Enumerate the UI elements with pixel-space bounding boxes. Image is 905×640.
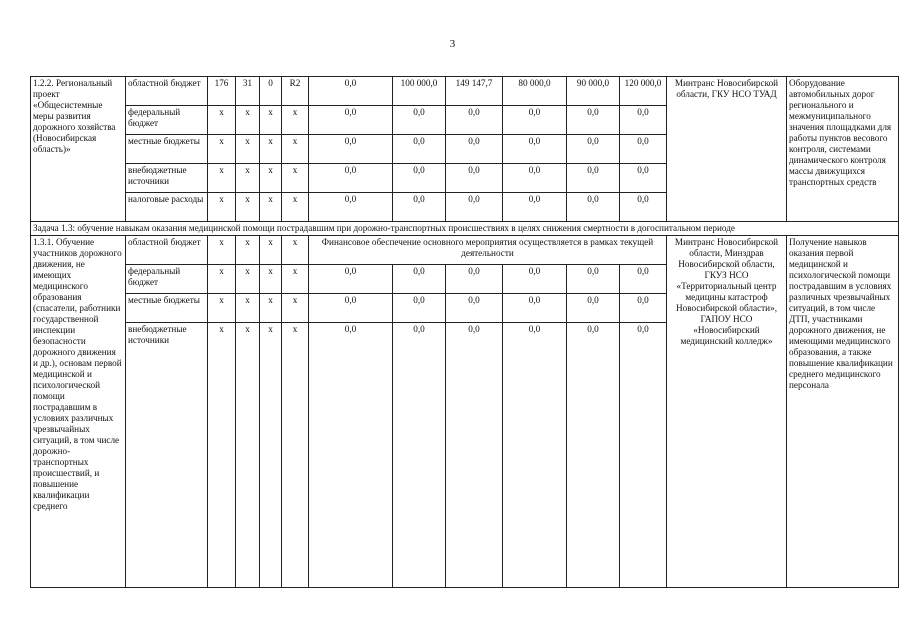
code-cell: x	[282, 294, 309, 323]
value-cell: 0,0	[393, 106, 446, 135]
table-row	[31, 77, 899, 106]
code-cell: x	[236, 323, 260, 588]
value-cell: 0,0	[620, 106, 667, 135]
funding-source: областной бюджет	[126, 77, 208, 106]
code-cell: R2	[282, 77, 309, 106]
code-cell: x	[260, 164, 282, 193]
value-cell: 0,0	[503, 164, 567, 193]
value-cell: 0,0	[446, 323, 503, 588]
code-cell: x	[236, 294, 260, 323]
code-cell: x	[208, 236, 236, 265]
code-cell: x	[260, 265, 282, 294]
funding-source: местные бюджеты	[126, 135, 208, 164]
value-cell: 0,0	[446, 135, 503, 164]
code-cell: x	[208, 265, 236, 294]
code-cell: x	[208, 294, 236, 323]
code-cell: x	[282, 106, 309, 135]
code-cell: 31	[236, 77, 260, 106]
value-cell: 100 000,0	[393, 77, 446, 106]
expected-result: Оборудование автомобильных дорог регионального и межмуниципального значения площадками для работы пунктов весового контроля, системами динамического контроля массы движущихся транспортных средств	[787, 77, 899, 222]
value-cell: 0,0	[503, 106, 567, 135]
value-cell: 0,0	[309, 193, 393, 222]
value-cell: 0,0	[620, 265, 667, 294]
value-cell: 0,0	[393, 265, 446, 294]
value-cell: 0,0	[393, 135, 446, 164]
code-cell: x	[208, 135, 236, 164]
code-cell: x	[282, 265, 309, 294]
executor-cell: Минтранс Новосибирской области, ГКУ НСО ТУАД	[667, 77, 787, 222]
value-cell: 0,0	[567, 164, 620, 193]
code-cell: x	[236, 265, 260, 294]
value-cell: 80 000,0	[503, 77, 567, 106]
task-heading: Задача 1.3: обучение навыкам оказания медицинской помощи пострадавшим при дорожно-транспортных происшествиях в целях снижения смертности в догоспитальном периоде	[31, 222, 899, 236]
value-cell: 0,0	[620, 164, 667, 193]
value-cell: 0,0	[446, 193, 503, 222]
value-cell: 0,0	[503, 323, 567, 588]
page-number: 3	[449, 38, 456, 50]
program-measures-table	[30, 76, 899, 588]
value-cell: 0,0	[567, 323, 620, 588]
value-cell: 0,0	[567, 294, 620, 323]
code-cell: x	[208, 106, 236, 135]
funding-source: налоговые расходы	[126, 193, 208, 222]
funding-source: местные бюджеты	[126, 294, 208, 323]
code-cell: x	[260, 193, 282, 222]
value-cell: 0,0	[567, 193, 620, 222]
value-cell: 149 147,7	[446, 77, 503, 106]
code-cell: x	[208, 323, 236, 588]
value-cell: 0,0	[620, 193, 667, 222]
value-cell: 0,0	[309, 135, 393, 164]
code-cell: x	[236, 164, 260, 193]
measure-name: 1.3.1. Обучение участников дорожного движения, не имеющих медицинского образования (спасатели, работники государственной инспекции безопасности дорожного движения и др.), основам первой медицинской и психологической помощи пострадавшим в условиях различных чрезвычайных ситуаций, в том числе дорожно-транспортных происшествий, и повышение квалификации среднего	[31, 236, 126, 265]
code-cell: x	[236, 106, 260, 135]
code-cell: x	[260, 323, 282, 588]
code-cell: x	[282, 236, 309, 265]
code-cell: x	[236, 236, 260, 265]
task-row	[31, 222, 899, 236]
value-cell: 0,0	[393, 164, 446, 193]
table-row	[31, 323, 899, 588]
code-cell: x	[208, 193, 236, 222]
value-cell: 0,0	[446, 294, 503, 323]
expected-result: Получение навыков оказания первой медицинской и психологической помощи пострадавшим в условиях различных чрезвычайных ситуаций, в том числе ДТП, участниками дорожного движения, не имеющими медицинского образования, а также повышение квалификации среднего медицинского персонала	[787, 236, 899, 265]
code-cell: x	[260, 135, 282, 164]
value-cell: 0,0	[503, 294, 567, 323]
code-cell: 176	[208, 77, 236, 106]
value-cell: 0,0	[309, 294, 393, 323]
value-cell: 0,0	[309, 77, 393, 106]
executor-cell: Минтранс Новосибирской области, Минздрав Новосибирской области, ГКУЗ НСО «Территориальный центр медицины катастроф Новосибирской области», ГАПОУ НСО «Новосибирский медицинский колледж»	[667, 236, 787, 265]
code-cell: x	[282, 323, 309, 588]
value-cell: 0,0	[446, 265, 503, 294]
value-cell: 0,0	[446, 164, 503, 193]
code-cell: x	[260, 236, 282, 265]
value-cell: 0,0	[503, 193, 567, 222]
executor-continuation	[667, 323, 787, 588]
code-cell: x	[282, 164, 309, 193]
funding-source: областной бюджет	[126, 236, 208, 265]
value-cell: 0,0	[620, 323, 667, 588]
funding-source: внебюджетные источники	[126, 164, 208, 193]
funding-source: внебюджетные источники	[126, 323, 208, 588]
value-cell: 0,0	[393, 294, 446, 323]
value-cell: 0,0	[567, 106, 620, 135]
code-cell: x	[282, 135, 309, 164]
value-cell: 0,0	[567, 265, 620, 294]
code-cell: x	[260, 106, 282, 135]
code-cell: x	[260, 294, 282, 323]
funding-source: федеральный бюджет	[126, 106, 208, 135]
value-cell: 0,0	[393, 193, 446, 222]
code-cell: x	[282, 193, 309, 222]
code-cell: x	[236, 135, 260, 164]
value-cell: 0,0	[446, 106, 503, 135]
value-cell: 0,0	[309, 164, 393, 193]
value-cell: 0,0	[620, 294, 667, 323]
value-cell: 0,0	[309, 106, 393, 135]
code-cell: x	[236, 193, 260, 222]
value-cell: 0,0	[309, 265, 393, 294]
value-cell: 0,0	[393, 323, 446, 588]
value-cell: 0,0	[567, 135, 620, 164]
value-cell: 0,0	[620, 135, 667, 164]
value-cell: 0,0	[503, 265, 567, 294]
value-cell: 0,0	[503, 135, 567, 164]
funding-source: федеральный бюджет	[126, 265, 208, 294]
value-cell: 120 000,0	[620, 77, 667, 106]
code-cell: 0	[260, 77, 282, 106]
table-row	[31, 236, 899, 265]
code-cell: x	[208, 164, 236, 193]
funding-note: Финансовое обеспечение основного мероприятия осуществляется в рамках текущей деятельности	[309, 236, 667, 265]
measure-name: 1.2.2. Региональный проект «Общесистемные меры развития дорожного хозяйства (Новосибирская область)»	[31, 77, 126, 222]
value-cell: 0,0	[309, 323, 393, 588]
value-cell: 90 000,0	[567, 77, 620, 106]
